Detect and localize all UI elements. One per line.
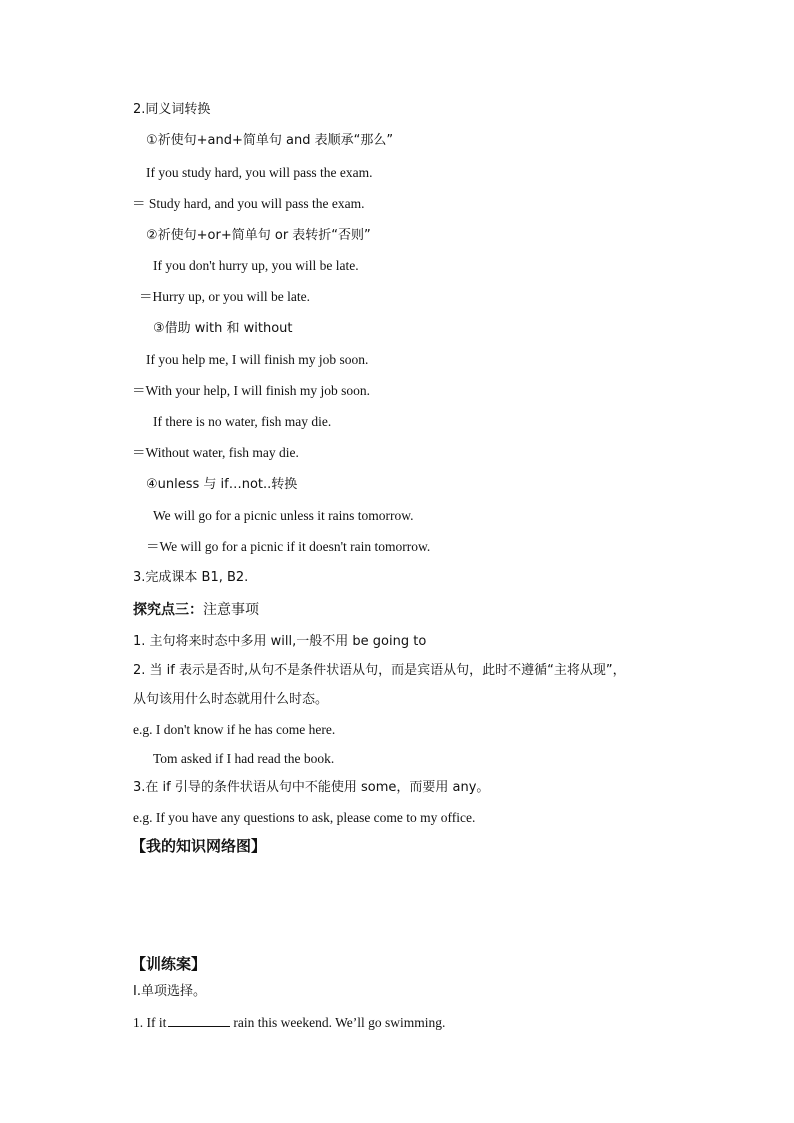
rule-unless: ④unless 与 if…not..转换 — [146, 477, 298, 492]
example-sentence: e.g. If you have any questions to ask, please come to my office. — [133, 810, 476, 825]
example-sentence: If you don't hurry up, you will be late. — [153, 258, 359, 273]
knowledge-map-heading: 【我的知识网络图】 — [131, 837, 267, 855]
note-item: 1. 主句将来时态中多用 will,一般不用 be going to — [133, 634, 427, 649]
rule-with-without: ③借助 with 和 without — [153, 321, 293, 336]
note-item-continued: 从句该用什么时态就用什么时态。 — [133, 692, 329, 707]
rule-imperative-or: ②祈使句+or+简单句 or 表转折“否则” — [146, 228, 371, 243]
section-heading-notes-label: 探究点三： — [133, 602, 203, 618]
question-1 — [133, 1013, 445, 1032]
note-item: 3.在 if 引导的条件状语从句中不能使用 some，而要用 any。 — [133, 780, 490, 795]
example-sentence: e.g. I don't know if he has come here. — [133, 722, 336, 737]
example-sentence: We will go for a picnic unless it rains tomorrow. — [153, 508, 414, 523]
answer-blank[interactable] — [168, 1013, 230, 1027]
example-sentence: If you study hard, you will pass the exam. — [146, 165, 373, 180]
multiple-choice-heading: Ⅰ.单项选择。 — [133, 984, 206, 999]
example-sentence: If you help me, I will finish my job soon. — [146, 352, 369, 367]
section-heading-synonym-conversion: 2.同义词转换 — [133, 102, 211, 117]
example-sentence: If there is no water, fish may die. — [153, 414, 332, 429]
example-sentence: ＝Hurry up, or you will be late. — [139, 289, 310, 304]
example-sentence: ＝ Study hard, and you will pass the exam. — [132, 196, 365, 211]
rule-imperative-and: ①祈使句+and+简单句 and 表顺承“那么” — [146, 133, 394, 148]
section-heading-notes — [133, 601, 259, 619]
example-sentence: Tom asked if I had read the book. — [153, 751, 335, 766]
exercise-heading: 【训练案】 — [131, 955, 207, 973]
section-heading-notes-title: 注意事项 — [203, 602, 259, 618]
example-sentence: ＝With your help, I will finish my job soon. — [132, 383, 370, 398]
note-item: 2. 当 if 表示是否时,从句不是条件状语从句，而是宾语从句，此时不遵循“主将从现”， — [133, 663, 626, 678]
textbook-task: 3.完成课本 B1, B2. — [133, 570, 249, 585]
question-1-start: 1. If it — [133, 1015, 167, 1030]
example-sentence: ＝We will go for a picnic if it doesn't rain tomorrow. — [146, 539, 431, 554]
example-sentence: ＝Without water, fish may die. — [132, 445, 299, 460]
question-1-end: rain this weekend. We’ll go swimming. — [233, 1015, 446, 1030]
